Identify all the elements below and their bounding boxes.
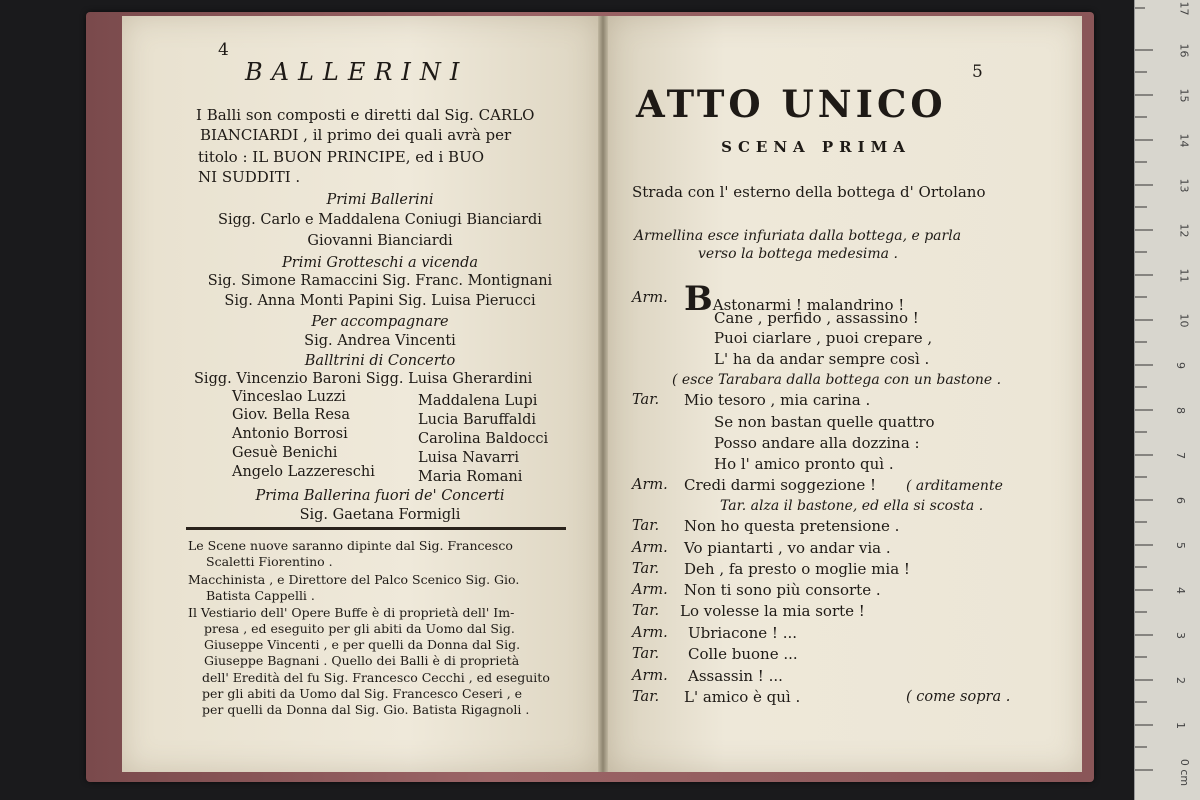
verse-line: Deh , fa presto o moglie mia ! — [684, 560, 910, 578]
measuring-ruler — [1134, 0, 1200, 800]
ruler-number: 2 — [1174, 677, 1187, 684]
dancer-line: Sig. Andrea Vincenti — [304, 333, 456, 349]
speaker-label: Arm. — [632, 668, 668, 684]
primi-ballerini-heading: Primi Ballerini — [326, 192, 434, 208]
verse-text: Astonarmi ! malandrino ! — [712, 296, 905, 314]
ruler-number: 17 — [1177, 1, 1191, 16]
speaker-label: Arm. — [632, 477, 668, 493]
intro-line: I Balli son composti e diretti dal Sig. CARLO — [196, 106, 535, 124]
ruler-number: 10 — [1177, 313, 1191, 328]
speaker-label: Tar. — [632, 646, 660, 662]
drop-cap: B — [684, 279, 713, 319]
verse-line: L' ha da andar sempre così . — [714, 350, 930, 368]
verse-line: Cane , perfido , assassino ! — [714, 309, 919, 327]
speaker-label: Arm. — [632, 540, 668, 556]
note-line: per gli abiti da Uomo dal Sig. Francesco Ceseri , e — [202, 686, 523, 701]
ruler-number: 5 — [1174, 542, 1187, 549]
verse-line: Ho l' amico pronto quì . — [714, 455, 894, 473]
verse-line: Puoi ciarlare , puoi crepare , — [714, 329, 933, 347]
ruler-number: 9 — [1174, 362, 1187, 369]
ruler-number: 14 — [1177, 133, 1191, 148]
speaker-label: Tar. — [632, 689, 660, 705]
dancer-name: Maddalena Lupi — [418, 393, 538, 409]
note-line: dell' Eredità del fu Sig. Francesco Cecchi , ed eseguito — [202, 670, 550, 685]
intro-line: titolo : IL BUON PRINCIPE, ed i BUO — [198, 148, 485, 166]
verse-line: Lo volesse la mia sorte ! — [680, 602, 865, 620]
verse-line: Non ho questa pretensione . — [684, 517, 900, 535]
stage-direction: ( come sopra . — [906, 689, 1011, 705]
intro-line: BIANCIARDI , il primo dei quali avrà per — [200, 126, 512, 144]
verse-line: Vo piantarti , vo andar via . — [684, 539, 891, 557]
verse-line: Mio tesoro , mia carina . — [684, 391, 871, 409]
left-page-number: 4 — [218, 40, 229, 60]
ruler-number: 7 — [1174, 452, 1187, 459]
stage-direction: ( esce Tarabara dalla bottega con un bastone . — [672, 372, 1002, 388]
dancer-name: Giov. Bella Resa — [232, 407, 350, 423]
dancer-line: Sigg. Carlo e Maddalena Coniugi Bianciardi — [218, 212, 542, 228]
right-page-number: 5 — [972, 62, 983, 82]
verse-line: L' amico è quì . — [684, 688, 801, 706]
scene-title: SCENA PRIMA — [721, 138, 911, 156]
ruler-number: 15 — [1177, 88, 1191, 103]
dancer-line: Sig. Gaetana Formigli — [299, 507, 461, 523]
dancer-line: Sigg. Vincenzio Baroni Sigg. Luisa Gherardini — [194, 371, 533, 387]
speaker-label: Tar. — [632, 518, 660, 534]
speaker-label: Tar. — [632, 561, 660, 577]
ruler-number: 11 — [1177, 268, 1191, 283]
dancer-line: Sig. Anna Monti Papini Sig. Luisa Pierucci — [224, 293, 536, 309]
stage-direction: verso la bottega medesima . — [698, 246, 898, 262]
ruler-number: 13 — [1177, 178, 1191, 193]
ruler-number: 6 — [1174, 497, 1187, 504]
dancer-line: Giovanni Bianciardi — [307, 233, 453, 249]
prima-ballerina-heading: Prima Ballerina fuori de' Concerti — [255, 488, 505, 504]
ruler-number: 16 — [1177, 43, 1191, 58]
speaker-label: Arm. — [632, 625, 668, 641]
verse-line: Posso andare alla dozzina : — [714, 434, 920, 452]
note-line: presa , ed eseguito per gli abiti da Uomo dal Sig. — [204, 621, 515, 636]
verse-line: Credi darmi soggezione ! — [684, 476, 877, 494]
dancer-name: Luisa Navarri — [418, 450, 519, 466]
note-line: Macchinista , e Direttore del Palco Scenico Sig. Gio. — [188, 572, 520, 587]
dancer-name: Antonio Borrosi — [232, 426, 348, 442]
verse-line: Colle buone ... — [688, 645, 798, 663]
verse-line: Non ti sono più consorte . — [684, 581, 881, 599]
act-title: ATTO UNICO — [636, 82, 947, 126]
note-line: Batista Cappelli . — [206, 588, 315, 603]
ruler-number: 4 — [1174, 587, 1187, 594]
verse-line: Ubriacone ! ... — [688, 624, 797, 642]
accompagnare-heading: Per accompagnare — [311, 314, 449, 330]
ruler-number: 12 — [1177, 223, 1191, 238]
speaker-label: Arm. — [632, 290, 668, 306]
dancer-name: Gesuè Benichi — [232, 445, 338, 461]
left-page-title: BALLERINI — [245, 58, 469, 86]
dancer-name: Lucia Baruffaldi — [418, 412, 537, 428]
note-line: Giuseppe Bagnani . Quello dei Balli è di proprietà — [204, 653, 520, 668]
dancer-name: Carolina Baldocci — [418, 431, 549, 447]
ruler-number: 0 cm — [1178, 758, 1192, 787]
note-line: per quelli da Donna dal Sig. Gio. Batista Rigagnoli . — [202, 702, 530, 717]
speaker-label: Arm. — [632, 582, 668, 598]
ruler-number: 1 — [1174, 722, 1187, 729]
section-rule — [186, 527, 566, 530]
speaker-label: Tar. — [632, 603, 660, 619]
dancer-name: Maria Romani — [418, 469, 523, 485]
ruler-ticks — [1135, 0, 1200, 800]
grotteschi-heading: Primi Grotteschi a vicenda — [282, 255, 478, 271]
ruler-number: 3 — [1174, 632, 1187, 639]
book-gutter — [598, 16, 608, 772]
dancer-line: Sig. Simone Ramaccini Sig. Franc. Montignani — [207, 273, 553, 289]
concerto-heading: Balltrini di Concerto — [304, 353, 456, 369]
note-line: Giuseppe Vincenti , e per quelli da Donna dal Sig. — [204, 637, 521, 652]
stage-direction: Armellina esce infuriata dalla bottega, e parla — [634, 228, 962, 244]
dancer-name: Angelo Lazzereschi — [232, 464, 375, 480]
verse-line: Se non bastan quelle quattro — [714, 413, 935, 431]
dancer-name: Vinceslao Luzzi — [232, 389, 346, 405]
note-line: Scaletti Fiorentino . — [206, 554, 333, 569]
stage-direction: Tar. alza il bastone, ed ella si scosta . — [720, 498, 984, 514]
intro-line: NI SUDDITI . — [198, 168, 301, 186]
speaker-label: Tar. — [632, 392, 660, 408]
scene-setting: Strada con l' esterno della bottega d' Ortolano — [632, 183, 986, 201]
stage-direction: ( arditamente — [906, 478, 1003, 494]
ruler-number: 8 — [1174, 407, 1187, 414]
note-line: Le Scene nuove saranno dipinte dal Sig. Francesco — [188, 538, 513, 553]
verse-line: Assassin ! ... — [688, 667, 783, 685]
note-line: Il Vestiario dell' Opere Buffe è di proprietà dell' Im- — [188, 605, 515, 620]
